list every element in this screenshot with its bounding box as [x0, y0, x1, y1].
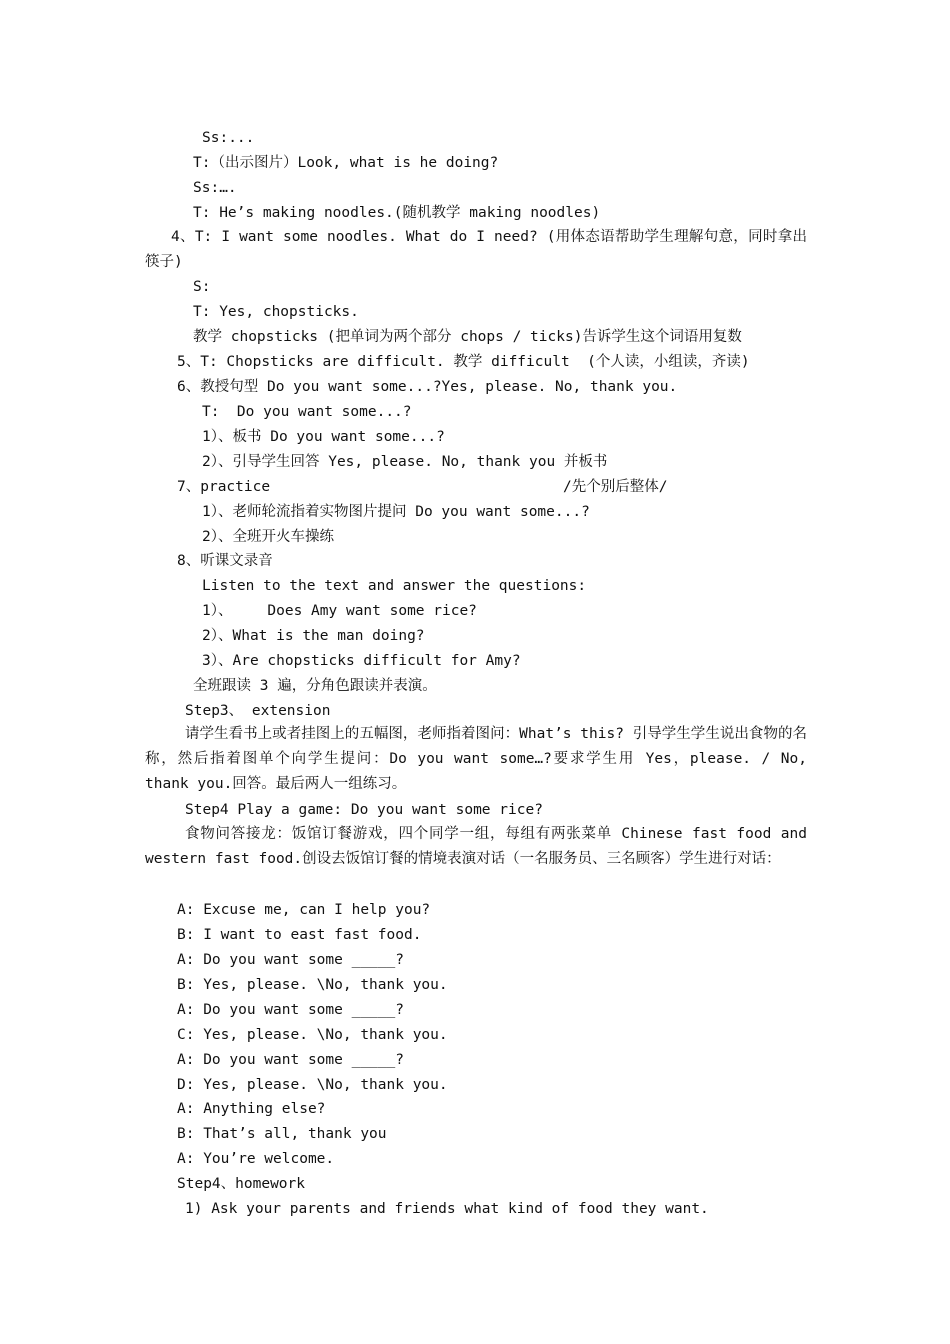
dialogue-line: Ss:…. [193, 180, 237, 196]
dialogue-line: A: Anything else? [177, 1101, 326, 1117]
dialogue-line: T:（出示图片）Look, what is he doing? [193, 155, 499, 171]
dialogue-line: Ss:... [202, 130, 255, 146]
dialogue-line: B: I want to east fast food. [177, 927, 422, 943]
step-7-note: /先个别后整体/ [563, 479, 668, 495]
section-heading: Step3、 extension [185, 703, 331, 719]
step-6-line: 6、教授句型 Do you want some...?Yes, please. No, thank you. [177, 379, 678, 395]
step-4-paragraph: 4、T: I want some noodles. What do I need? (用体态语帮助学生理解句意，同时拿出筷子) [145, 229, 807, 270]
dialogue-line: T: Do you want some...? [202, 404, 412, 420]
dialogue-line: T: He’s making noodles.(随机教学 making noodles) [193, 205, 601, 221]
dialogue-line: B: That’s all, thank you [177, 1126, 387, 1142]
extension-paragraph: 请学生看书上或者挂图上的五幅图，老师指着图问：What’s this? 引导学生学生说出食物的名称，然后指着图单个向学生提问：Do you want some…?要求学生用 Yes，please. / No, thank you.回答。最后两人一组练习。 [145, 726, 807, 792]
dialogue-line: A: Do you want some _____? [177, 1052, 404, 1068]
question-item: 1）、 Does Amy want some rice? [202, 603, 477, 619]
sub-item: 2）、全班开火车操练 [202, 529, 334, 545]
dialogue-line: S: [193, 279, 211, 295]
instruction-line: 全班跟读 3 遍，分角色跟读并表演。 [193, 678, 437, 694]
dialogue-line: T: Yes, chopsticks. [193, 304, 359, 320]
step-8-line: 8、听课文录音 [177, 553, 273, 569]
dialogue-line: D: Yes, please. \No, thank you. [177, 1077, 448, 1093]
section-heading: Step4、homework [177, 1176, 305, 1192]
section-heading: Step4 Play a game: Do you want some rice? [185, 802, 543, 818]
step-5-line: 5、T: Chopsticks are difficult. 教学 difficult (个人读，小组读，齐读) [177, 354, 750, 370]
dialogue-line: A: Do you want some _____? [177, 952, 404, 968]
teaching-note: 教学 chopsticks (把单词为两个部分 chops / ticks)告诉学生这个词语用复数 [193, 329, 742, 345]
question-item: 2）、What is the man doing? [202, 628, 425, 644]
homework-item: 1) Ask your parents and friends what kind of food they want. [185, 1201, 709, 1217]
dialogue-line: B: Yes, please. \No, thank you. [177, 977, 448, 993]
dialogue-line: A: Excuse me, can I help you? [177, 902, 431, 918]
instruction-line: Listen to the text and answer the questions: [202, 578, 587, 594]
question-item: 3）、Are chopsticks difficult for Amy? [202, 653, 521, 669]
sub-item: 1）、老师轮流指着实物图片提问 Do you want some...? [202, 504, 590, 520]
dialogue-line: A: You’re welcome. [177, 1151, 335, 1167]
game-paragraph: 食物问答接龙：饭馆订餐游戏，四个同学一组，每组有两张菜单 Chinese fast food and western fast food.创设去饭馆订餐的情境表演对话（一名服务员、三名顾客）学生进行对话： [145, 826, 807, 867]
sub-item: 1）、板书 Do you want some...? [202, 429, 445, 445]
dialogue-line: C: Yes, please. \No, thank you. [177, 1027, 448, 1043]
step-7-line: 7、practice [177, 479, 271, 495]
sub-item: 2）、引导学生回答 Yes, please. No, thank you 并板书 [202, 454, 608, 470]
dialogue-line: A: Do you want some _____? [177, 1002, 404, 1018]
